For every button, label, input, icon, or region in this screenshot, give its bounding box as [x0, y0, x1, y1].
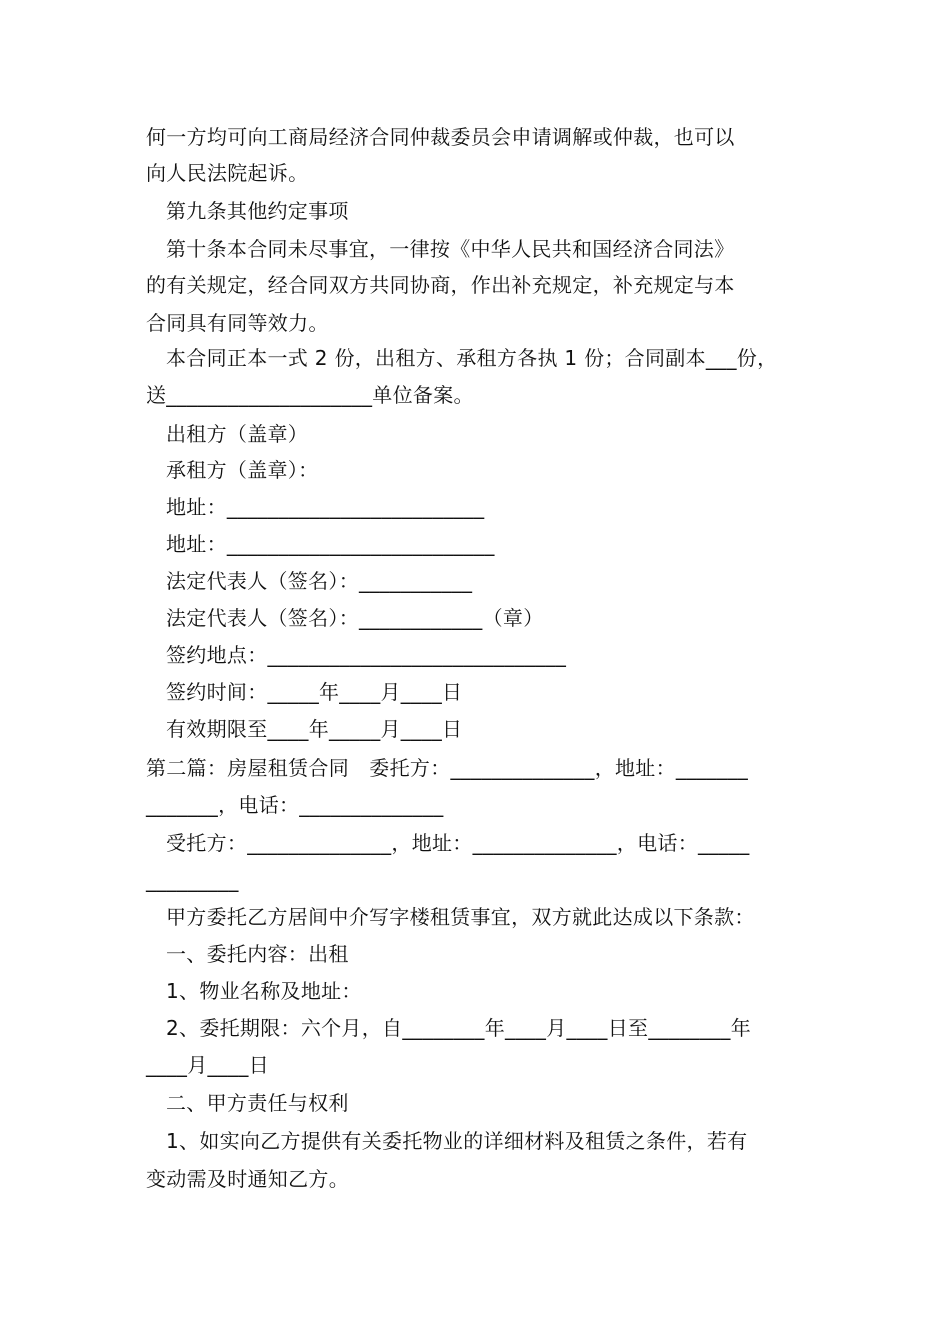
duty-item-line-1: 1、如实向乙方提供有关委托物业的详细材料及租赁之条件，若有 [166, 1129, 748, 1153]
agent-line-2: _________ [146, 868, 239, 892]
lessor-seal-label: 出租方（盖章） [166, 422, 309, 446]
section-2-heading: 二、甲方责任与权利 [166, 1091, 349, 1115]
clause-10-line-1: 第十条本合同未尽事宜，一律按《中华人民共和国经济合同法》 [166, 237, 735, 261]
text-line-1: 何一方均可向工商局经济合同仲裁委员会申请调解或仲裁，也可以 [146, 125, 735, 149]
property-name-item: 1、物业名称及地址： [166, 979, 362, 1003]
agreement-intro: 甲方委托乙方居间中介写字楼租赁事宜，双方就此达成以下条款： [166, 905, 755, 929]
address-field-1: 地址：_________________________ [166, 495, 485, 519]
principal-phone-line: _______，电话：______________ [146, 793, 444, 817]
signing-place-field: 签约地点：_____________________________ [166, 643, 567, 667]
part-two-heading-line: 第二篇：房屋租赁合同 委托方：______________，地址：_______ [146, 756, 748, 780]
legal-rep-field-1: 法定代表人（签名）：___________ [166, 569, 473, 593]
legal-rep-field-2: 法定代表人（签名）：____________（章） [166, 606, 544, 630]
lessee-seal-label: 承租方（盖章）： [166, 458, 319, 482]
clause-9-heading: 第九条其他约定事项 [166, 199, 349, 223]
address-field-2: 地址：__________________________ [166, 532, 495, 556]
clause-10-line-3: 合同具有同等效力。 [146, 311, 329, 335]
signing-date-field: 签约时间：_____年____月____日 [166, 680, 463, 704]
section-1-heading: 一、委托内容：出租 [166, 942, 349, 966]
agent-line-1: 受托方：______________，地址：______________，电话：_____ [166, 831, 750, 855]
term-item-line-1: 2、委托期限：六个月，自________年____月____日至________年 [166, 1016, 752, 1040]
duty-item-line-2: 变动需及时通知乙方。 [146, 1167, 349, 1191]
valid-until-field: 有效期限至____年_____月____日 [166, 717, 463, 741]
term-item-line-2: ____月____日 [146, 1053, 269, 1077]
clause-10-line-2: 的有关规定，经合同双方共同协商，作出补充规定，补充规定与本 [146, 273, 735, 297]
text-line-2: 向人民法院起诉。 [146, 161, 309, 185]
copies-line-1: 本合同正本一式 2 份，出租方、承租方各执 1 份；合同副本___份， [166, 346, 778, 370]
copies-line-2: 送____________________单位备案。 [146, 383, 474, 407]
